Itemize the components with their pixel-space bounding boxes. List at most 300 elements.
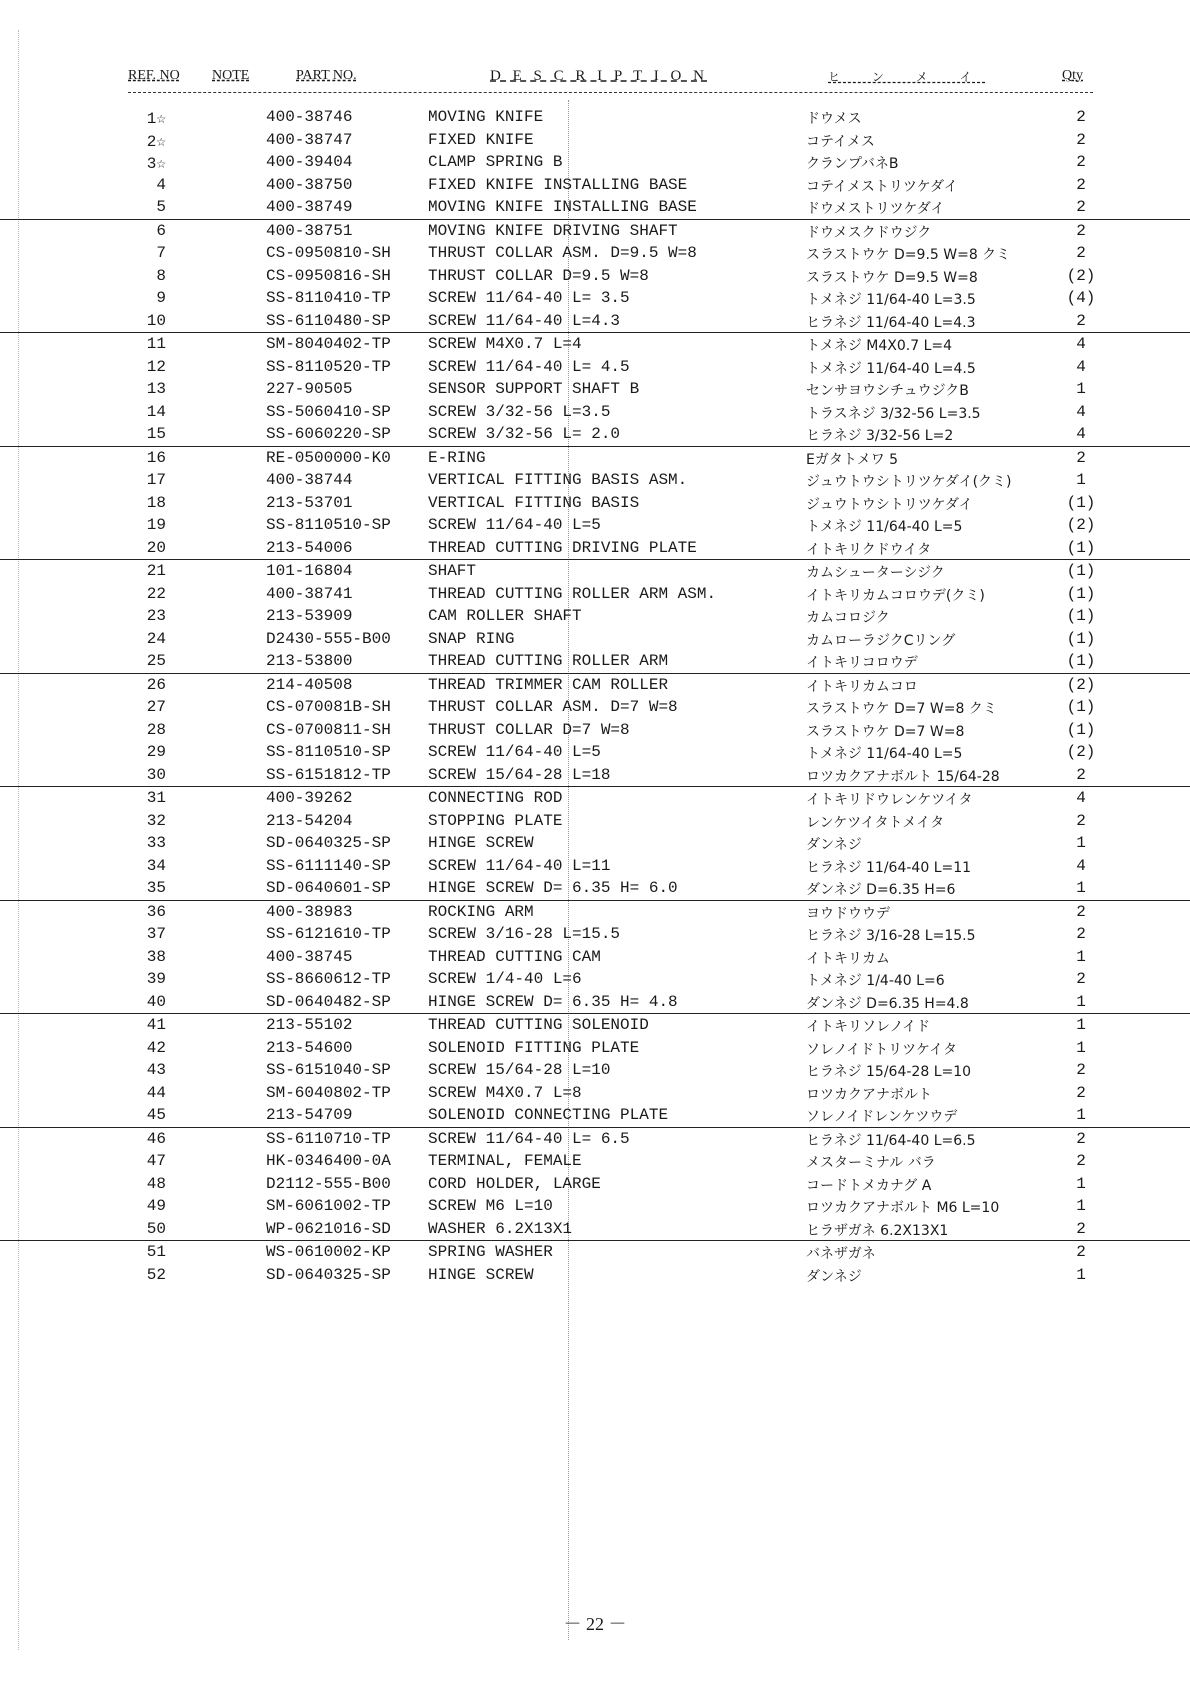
description-cell: SPRING WASHER (428, 1243, 553, 1261)
description-cell: SCREW 3/32-56 L= 2.0 (428, 425, 621, 443)
qty-cell: 2 (1076, 153, 1086, 171)
description-cell: SCREW 15/64-28 L=18 (428, 765, 611, 784)
qty-cell: 2 (1076, 198, 1086, 216)
ref-no-cell: 45 (146, 1106, 166, 1124)
description-cell: MOVING KNIFE (428, 108, 544, 126)
kana-name-cell: コテイメス (806, 133, 875, 150)
ref-no-cell: 2☆ (146, 132, 166, 151)
description-cell: HINGE SCREW D= 6.35 H= 4.8 (428, 992, 678, 1011)
kana-name-cell: スラストウケ D=7 W=8 クミ (806, 701, 997, 717)
qty-cell: (1) (1066, 584, 1096, 603)
ref-no-cell: 31 (146, 789, 166, 807)
kana-name-cell: イトキリドウレンケツイタ (806, 792, 973, 808)
kana-name-cell: トメネジ 11/64-40 L=4.5 (806, 360, 976, 377)
kana-name-cell: クランプバネB (806, 156, 899, 172)
description-cell: CONNECTING ROD (428, 789, 563, 807)
kana-name-cell: Eガタトメワ 5 (806, 451, 899, 468)
table-row (0, 1104, 1190, 1127)
part-no-cell: SS-5060410-SP (266, 402, 391, 421)
ref-no-cell: 7 (156, 244, 166, 262)
qty-cell: (2) (1066, 266, 1096, 285)
qty-cell: (1) (1066, 538, 1096, 557)
ref-no-cell: 52 (146, 1265, 166, 1284)
part-no-cell: SS-6110480-SP (266, 311, 391, 330)
qty-cell: 2 (1076, 448, 1086, 467)
kana-name-cell: ロツカクアナボルト (806, 1086, 932, 1103)
part-no-cell: 227-90505 (266, 380, 353, 398)
kana-name-cell: ヒラネジ 3/32-56 L=2 (806, 428, 954, 444)
kana-name-cell: トメネジ M4X0.7 L=4 (806, 338, 953, 354)
part-no-cell: 213-54600 (266, 1038, 353, 1057)
ref-no-cell: 9 (156, 289, 166, 307)
kana-name-cell: カムシューターシジク (806, 565, 945, 581)
part-no-cell: 214-40508 (266, 675, 353, 694)
part-no-cell: SS-6151040-SP (266, 1061, 391, 1079)
table-row (0, 719, 1190, 742)
part-no-cell: SS-6111140-SP (266, 856, 391, 875)
kana-name-cell: ソレノイドレンケツウデ (806, 1109, 958, 1125)
ref-no-cell: 19 (146, 516, 166, 534)
description-cell: WASHER 6.2X13X1 (428, 1219, 573, 1238)
kana-name-cell: ダンネジ D=6.35 H=6 (806, 882, 956, 898)
table-row (0, 877, 1190, 900)
table-row (0, 1195, 1190, 1218)
ref-no-cell: 14 (146, 402, 166, 421)
description-cell: HINGE SCREW (428, 1265, 534, 1284)
description-cell: SCREW 11/64-40 L= 6.5 (428, 1129, 630, 1148)
qty-cell: 1 (1076, 1265, 1086, 1284)
part-no-cell: 400-39404 (266, 153, 353, 171)
part-no-cell: 213-53800 (266, 652, 353, 670)
description-cell: CORD HOLDER, LARGE (428, 1174, 601, 1193)
ref-no-cell: 22 (146, 584, 166, 603)
qty-cell: (1) (1066, 493, 1096, 512)
qty-cell: 1 (1076, 1197, 1086, 1215)
table-row (0, 129, 1190, 152)
description-cell: SCREW 11/64-40 L=11 (428, 856, 611, 875)
qty-cell: 2 (1076, 1061, 1086, 1079)
ref-no-cell: 18 (146, 493, 166, 512)
part-no-cell: 400-38749 (266, 198, 353, 216)
description-cell: THREAD CUTTING CAM (428, 947, 601, 966)
kana-name-cell: ヒラネジ 15/64-28 L=10 (806, 1064, 972, 1080)
table-row (0, 310, 1190, 333)
qty-cell: 4 (1076, 789, 1086, 807)
part-no-cell: SS-6110710-TP (266, 1129, 391, 1148)
description-cell: SCREW 3/16-28 L=15.5 (428, 925, 621, 943)
part-no-cell: HK-0346400-0A (266, 1152, 391, 1170)
ref-no-cell: 15 (146, 425, 166, 443)
kana-name-cell: ジュウトウシトリツケダイ (806, 496, 973, 513)
kana-name-cell: ヒラネジ 3/16-28 L=15.5 (806, 928, 976, 944)
description-cell: THRUST COLLAR D=9.5 W=8 (428, 266, 649, 285)
description-cell: SCREW M4X0.7 L=4 (428, 335, 582, 353)
table-row (0, 196, 1190, 219)
table-row (0, 855, 1190, 878)
description-cell: SCREW 11/64-40 L= 3.5 (428, 289, 630, 307)
table-row (0, 810, 1190, 833)
qty-cell: 2 (1076, 1152, 1086, 1170)
table-row (0, 1240, 1190, 1264)
table-row (0, 583, 1190, 606)
ref-no-cell: 47 (146, 1152, 166, 1170)
kana-name-cell: ドウメストリツケダイ (806, 201, 945, 217)
page-number: － 22 － (563, 1614, 627, 1634)
part-no-cell: CS-070081B-SH (266, 698, 391, 716)
description-cell: SCREW 1/4-40 L=6 (428, 970, 582, 988)
part-no-cell: 213-54204 (266, 811, 353, 830)
kana-name-cell: センサヨウシチュウジクB (806, 383, 969, 399)
part-no-cell: SS-6151812-TP (266, 765, 391, 784)
table-row (0, 265, 1190, 288)
ref-no-cell: 17 (146, 471, 166, 489)
part-no-cell: 400-38747 (266, 130, 353, 149)
kana-name-cell: スラストウケ D=9.5 W=8 (806, 269, 978, 286)
description-cell: STOPPING PLATE (428, 811, 563, 830)
table-row (0, 673, 1190, 697)
kana-name-cell: レンケツイタトメイタ (806, 814, 945, 831)
kana-name-cell: コードトメカナグ A (806, 1177, 932, 1194)
part-no-cell: SD-0640325-SP (266, 834, 391, 852)
table-row (0, 559, 1190, 583)
qty-cell: (2) (1066, 516, 1096, 534)
qty-cell: 1 (1076, 1038, 1086, 1057)
table-row (0, 991, 1190, 1014)
qty-cell: 2 (1076, 175, 1086, 194)
part-no-cell: 400-38741 (266, 584, 353, 603)
qty-cell: 1 (1076, 834, 1086, 852)
qty-cell: 2 (1076, 1129, 1086, 1148)
qty-cell: 2 (1076, 311, 1086, 330)
table-row (0, 946, 1190, 969)
table-row (0, 832, 1190, 855)
table-row (0, 174, 1190, 197)
description-cell: THRUST COLLAR ASM. D=7 W=8 (428, 698, 678, 716)
kana-name-cell: ソレノイドトリツケイタ (806, 1041, 958, 1058)
qty-cell: (1) (1066, 652, 1096, 670)
ref-no-cell: 10 (146, 311, 166, 330)
ref-no-cell: 13 (146, 380, 166, 398)
table-row (0, 628, 1190, 651)
qty-cell: 1 (1076, 992, 1086, 1011)
ref-no-cell: 46 (146, 1129, 166, 1148)
kana-name-cell: スラストウケ D=7 W=8 (806, 723, 965, 740)
ref-no-cell: 32 (146, 811, 166, 830)
ref-no-cell: 5 (156, 198, 166, 216)
ref-no-cell: 3☆ (146, 155, 166, 173)
description-cell: THRUST COLLAR ASM. D=9.5 W=8 (428, 244, 697, 262)
ref-no-cell: 40 (146, 992, 166, 1011)
ref-no-cell: 42 (146, 1038, 166, 1057)
qty-cell: 2 (1076, 1219, 1086, 1238)
part-no-cell: WP-0621016-SD (266, 1219, 391, 1238)
ref-no-cell: 44 (146, 1083, 166, 1102)
description-cell: MOVING KNIFE DRIVING SHAFT (428, 221, 678, 240)
kana-name-cell: メスターミナル バラ (806, 1155, 936, 1171)
part-no-cell: SD-0640325-SP (266, 1265, 391, 1284)
part-no-cell: SS-8110520-TP (266, 357, 391, 376)
header-kana-name: ヒ ン メ イ (828, 70, 986, 84)
description-cell: FIXED KNIFE INSTALLING BASE (428, 175, 688, 194)
header-part-no: PART NO. (296, 68, 357, 83)
description-cell: SHAFT (428, 562, 477, 580)
qty-cell: 4 (1076, 357, 1086, 376)
parts-table (0, 106, 1190, 1286)
table-row (0, 605, 1190, 628)
kana-name-cell: ダンネジ D=6.35 H=4.8 (806, 995, 969, 1012)
ref-no-cell: 28 (146, 720, 166, 739)
table-row (0, 469, 1190, 492)
part-no-cell: 213-54006 (266, 538, 353, 557)
ref-no-cell: 41 (146, 1016, 166, 1034)
qty-cell: 2 (1076, 244, 1086, 262)
ref-no-cell: 37 (146, 925, 166, 943)
ref-no-cell: 24 (146, 629, 166, 648)
header-qty: Qty (1062, 68, 1083, 83)
description-cell: HINGE SCREW (428, 834, 534, 852)
kana-name-cell: ヒラネジ 11/64-40 L=4.3 (806, 314, 976, 331)
qty-cell: (1) (1066, 698, 1096, 716)
description-cell: THREAD CUTTING ROLLER ARM ASM. (428, 584, 717, 603)
qty-cell: 4 (1076, 425, 1086, 443)
part-no-cell: 213-53909 (266, 607, 353, 625)
qty-cell: 2 (1076, 902, 1086, 921)
ref-no-cell: 6 (156, 221, 166, 240)
ref-no-cell: 4 (156, 175, 166, 194)
table-row (0, 696, 1190, 719)
table-row (0, 650, 1190, 673)
table-row (0, 151, 1190, 174)
ref-no-cell: 12 (146, 357, 166, 376)
description-cell: VERTICAL FITTING BASIS (428, 493, 640, 512)
description-cell: THREAD TRIMMER CAM ROLLER (428, 675, 669, 694)
table-row (0, 786, 1190, 810)
kana-name-cell: カムコロジク (806, 610, 890, 626)
kana-name-cell: イトキリソレノイド (806, 1019, 931, 1035)
part-no-cell: SM-6061002-TP (266, 1197, 391, 1215)
part-no-cell: SM-6040802-TP (266, 1083, 391, 1102)
qty-cell: 2 (1076, 108, 1086, 126)
part-no-cell: SS-8660612-TP (266, 970, 391, 988)
description-cell: ROCKING ARM (428, 902, 534, 921)
description-cell: SCREW 15/64-28 L=10 (428, 1061, 611, 1079)
table-row (0, 446, 1190, 470)
table-header (128, 68, 1088, 94)
ref-no-cell: 16 (146, 448, 166, 467)
kana-name-cell: トラスネジ 3/32-56 L=3.5 (806, 405, 981, 422)
part-no-cell: SS-6060220-SP (266, 425, 391, 443)
header-rule (128, 92, 1093, 93)
table-row (0, 1264, 1190, 1287)
part-no-cell: CS-0700811-SH (266, 720, 391, 739)
ref-no-cell: 50 (146, 1219, 166, 1238)
kana-name-cell: トメネジ 11/64-40 L=5 (806, 519, 963, 535)
part-no-cell: CS-0950816-SH (266, 266, 391, 285)
part-no-cell: D2112-555-B00 (266, 1174, 391, 1193)
table-row (0, 1218, 1190, 1241)
table-row (0, 1127, 1190, 1151)
kana-name-cell: ドウメスクドウジク (806, 224, 932, 241)
qty-cell: 2 (1076, 970, 1086, 988)
table-row (0, 106, 1190, 129)
table-row (0, 537, 1190, 560)
part-no-cell: 400-38751 (266, 221, 353, 240)
qty-cell: (1) (1066, 562, 1096, 580)
qty-cell: 1 (1076, 471, 1086, 489)
table-row (0, 1173, 1190, 1196)
ref-no-cell: 26 (146, 675, 166, 694)
ref-no-cell: 1☆ (146, 110, 166, 128)
part-no-cell: SS-8110410-TP (266, 289, 391, 307)
kana-name-cell: ヨウドウウデ (806, 905, 890, 922)
kana-name-cell: ダンネジ (806, 837, 862, 853)
table-row (0, 219, 1190, 243)
table-row (0, 923, 1190, 946)
kana-name-cell: ドウメス (806, 111, 862, 127)
kana-name-cell: ダンネジ (806, 1268, 862, 1285)
kana-name-cell: トメネジ 11/64-40 L=5 (806, 746, 963, 762)
description-cell: SCREW M4X0.7 L=8 (428, 1083, 582, 1102)
description-cell: THRUST COLLAR D=7 W=8 (428, 720, 630, 739)
part-no-cell: SD-0640482-SP (266, 992, 391, 1011)
header-description: D E S C R I P T I O N (490, 68, 708, 84)
table-row (0, 764, 1190, 787)
kana-name-cell: コテイメストリツケダイ (806, 178, 958, 195)
table-row (0, 332, 1190, 356)
header-note: NOTE (212, 68, 250, 83)
description-cell: CAM ROLLER SHAFT (428, 607, 582, 625)
ref-no-cell: 43 (146, 1061, 166, 1079)
header-ref-no: REF. NO (128, 68, 180, 83)
ref-no-cell: 30 (146, 765, 166, 784)
description-cell: SCREW 11/64-40 L= 4.5 (428, 357, 630, 376)
qty-cell: 2 (1076, 130, 1086, 149)
kana-name-cell: イトキリカム (806, 950, 890, 967)
description-cell: MOVING KNIFE INSTALLING BASE (428, 198, 697, 216)
part-no-cell: SS-8110510-SP (266, 516, 391, 534)
kana-name-cell: ヒラネジ 11/64-40 L=6.5 (806, 1132, 976, 1149)
description-cell: SENSOR SUPPORT SHAFT B (428, 380, 640, 398)
table-row (0, 741, 1190, 764)
ref-no-cell: 39 (146, 970, 166, 988)
qty-cell: (1) (1066, 720, 1096, 739)
table-row (0, 1150, 1190, 1173)
qty-cell: (1) (1066, 629, 1096, 648)
ref-no-cell: 49 (146, 1197, 166, 1215)
part-no-cell: WS-0610002-KP (266, 1243, 391, 1261)
ref-no-cell: 8 (156, 266, 166, 285)
kana-name-cell: カムローラジクCリング (806, 632, 956, 649)
part-no-cell: 400-38744 (266, 471, 353, 489)
ref-no-cell: 33 (146, 834, 166, 852)
table-row (0, 423, 1190, 446)
table-row (0, 287, 1190, 310)
table-row (0, 401, 1190, 424)
kana-name-cell: イトキリコロウデ (806, 655, 918, 671)
kana-name-cell: イトキリクドウイタ (806, 541, 932, 558)
qty-cell: 2 (1076, 765, 1086, 784)
description-cell: THREAD CUTTING ROLLER ARM (428, 652, 669, 670)
ref-no-cell: 21 (146, 562, 166, 580)
part-no-cell: 213-55102 (266, 1016, 353, 1034)
table-row (0, 378, 1190, 401)
qty-cell: 1 (1076, 380, 1086, 398)
qty-cell: (2) (1066, 743, 1096, 761)
table-row (0, 242, 1190, 265)
description-cell: THREAD CUTTING SOLENOID (428, 1016, 649, 1034)
table-row (0, 514, 1190, 537)
description-cell: SCREW 11/64-40 L=5 (428, 743, 601, 761)
qty-cell: (2) (1066, 675, 1096, 694)
qty-cell: 2 (1076, 925, 1086, 943)
table-row (0, 1013, 1190, 1037)
description-cell: HINGE SCREW D= 6.35 H= 6.0 (428, 879, 678, 897)
part-no-cell: RE-0500000-K0 (266, 448, 391, 467)
qty-cell: 4 (1076, 335, 1086, 353)
ref-no-cell: 25 (146, 652, 166, 670)
part-no-cell: SD-0640601-SP (266, 879, 391, 897)
kana-name-cell: ヒラザガネ 6.2X13X1 (806, 1222, 949, 1239)
ref-no-cell: 38 (146, 947, 166, 966)
part-no-cell: 400-38750 (266, 175, 353, 194)
description-cell: SCREW 3/32-56 L=3.5 (428, 402, 611, 421)
ref-no-cell: 34 (146, 856, 166, 875)
part-no-cell: D2430-555-B00 (266, 629, 391, 648)
description-cell: SCREW M6 L=10 (428, 1197, 553, 1215)
description-cell: SCREW 11/64-40 L=4.3 (428, 311, 621, 330)
qty-cell: 2 (1076, 1083, 1086, 1102)
kana-name-cell: イトキリカムコロウデ(クミ) (806, 587, 985, 604)
kana-name-cell: ヒラネジ 11/64-40 L=11 (806, 859, 972, 876)
part-no-cell: 400-38983 (266, 902, 353, 921)
description-cell: SCREW 11/64-40 L=5 (428, 516, 601, 534)
description-cell: E-RING (428, 448, 486, 467)
kana-name-cell: トメネジ 1/4-40 L=6 (806, 973, 945, 989)
ref-no-cell: 51 (146, 1243, 166, 1261)
part-no-cell: 400-39262 (266, 789, 353, 807)
ref-no-cell: 29 (146, 743, 166, 761)
description-cell: VERTICAL FITTING BASIS ASM. (428, 471, 688, 489)
ref-no-cell: 48 (146, 1174, 166, 1193)
part-no-cell: 400-38745 (266, 947, 353, 966)
part-no-cell: CS-0950810-SH (266, 244, 391, 262)
ref-no-cell: 35 (146, 879, 166, 897)
kana-name-cell: ロツカクアナボルト 15/64-28 (806, 768, 1000, 785)
part-no-cell: 400-38746 (266, 108, 353, 126)
description-cell: SOLENOID FITTING PLATE (428, 1038, 640, 1057)
ref-no-cell: 36 (146, 902, 166, 921)
description-cell: TERMINAL, FEMALE (428, 1152, 582, 1170)
description-cell: CLAMP SPRING B (428, 153, 563, 171)
part-no-cell: 213-54709 (266, 1106, 353, 1124)
ref-no-cell: 27 (146, 698, 166, 716)
qty-cell: 2 (1076, 1243, 1086, 1261)
qty-cell: 1 (1076, 947, 1086, 966)
description-cell: SNAP RING (428, 629, 515, 648)
qty-cell: 4 (1076, 402, 1086, 421)
kana-name-cell: バネザガネ (806, 1246, 876, 1262)
table-row (0, 900, 1190, 924)
ref-no-cell: 11 (146, 335, 166, 353)
table-row (0, 356, 1190, 379)
kana-name-cell: イトキリカムコロ (806, 678, 918, 695)
table-row (0, 1037, 1190, 1060)
part-no-cell: SM-8040402-TP (266, 335, 391, 353)
table-row (0, 968, 1190, 991)
kana-name-cell: ジュウトウシトリツケダイ(クミ) (806, 474, 1012, 490)
ref-no-cell: 20 (146, 538, 166, 557)
qty-cell: 1 (1076, 1174, 1086, 1193)
